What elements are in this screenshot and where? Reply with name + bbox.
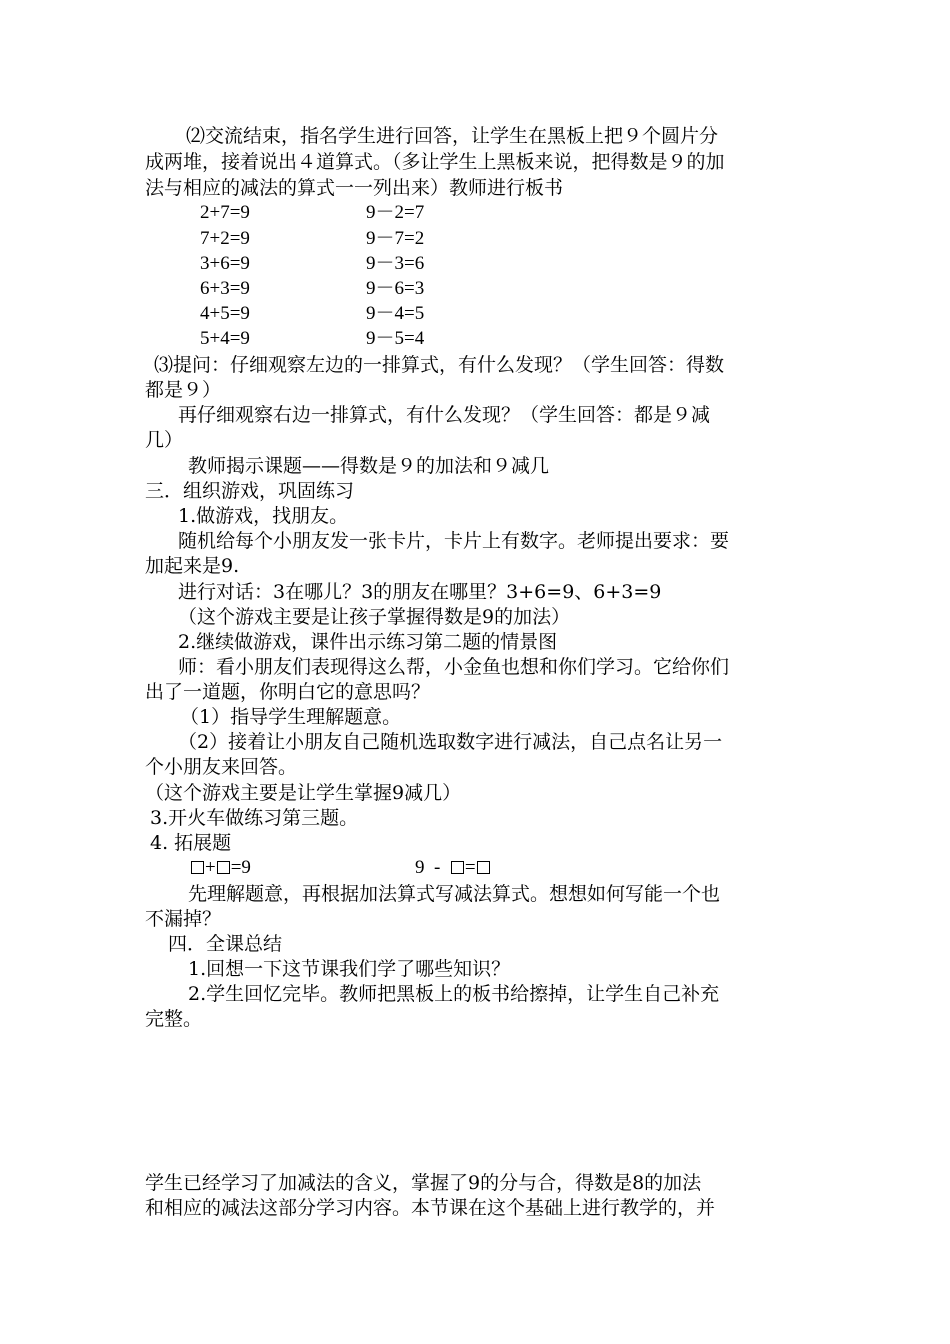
paragraph-line: 先理解题意，再根据加法算式写减法算式。想想如何写能一个也 xyxy=(188,883,721,905)
paragraph-line: 和相应的减法这部分学习内容。本节课在这个基础上进行教学的，并 xyxy=(145,1197,716,1219)
section-heading: 三．组织游戏，巩固练习 xyxy=(145,480,355,502)
paragraph-line: 2.学生回忆完毕。教师把黑板上的板书给擦掉，让学生自己补充 xyxy=(188,983,720,1005)
addition-equation: 3+6=9 xyxy=(200,253,250,274)
paragraph-line: 2.继续做游戏，课件出示练习第二题的情景图 xyxy=(178,631,558,653)
paragraph-line: 再仔细观察右边一排算式，有什么发现？（学生回答：都是９减 xyxy=(178,404,711,426)
paragraph-line: 法与相应的减法的算式一一列出来）教师进行板书 xyxy=(145,177,564,199)
paragraph-line: 进行对话：3在哪儿？3的朋友在哪里？3+6=9、6+3=9 xyxy=(178,581,662,603)
paragraph-line: 随机给每个小朋友发一张卡片，卡片上有数字。老师提出要求：要 xyxy=(178,530,730,552)
subtraction-equation: 9－2=7 xyxy=(366,202,425,223)
subtraction-equation: 9－5=4 xyxy=(366,328,425,349)
blank-box xyxy=(477,861,490,874)
section-heading: 四．全课总结 xyxy=(168,933,283,955)
blank-box xyxy=(217,861,230,874)
paragraph-line: 完整。 xyxy=(145,1008,203,1030)
addition-equation: 2+7=9 xyxy=(200,202,250,223)
subtraction-equation: 9－4=5 xyxy=(366,303,425,324)
equation-result: =9 xyxy=(230,857,251,878)
addition-equation: 7+2=9 xyxy=(200,228,250,249)
paragraph-line: （1）指导学生理解题意。 xyxy=(180,706,402,728)
paragraph-line: 学生已经学习了加减法的含义，掌握了9的分与合，得数是8的加法 xyxy=(145,1172,702,1194)
paragraph-line: （这个游戏主要是让学生掌握9减几） xyxy=(145,782,462,804)
addition-equation: 6+3=9 xyxy=(200,278,250,299)
paragraph-line: 出了一道题，你明白它的意思吗？ xyxy=(145,681,431,703)
paragraph-line: 都是９） xyxy=(145,379,222,401)
extension-subtraction-equation xyxy=(415,856,491,880)
paragraph-line: 个小朋友来回答。 xyxy=(145,756,298,778)
paragraph-line: 1.做游戏，找朋友。 xyxy=(178,505,349,527)
lesson-title-line: 教师揭示课题——得数是９的加法和９减几 xyxy=(188,455,550,477)
paragraph-line: （2）接着让小朋友自己随机选取数字进行减法，自己点名让另一 xyxy=(178,731,723,753)
paragraph-line: 不漏掉？ xyxy=(145,908,222,930)
paragraph-line: ⑵交流结束，指名学生进行回答，让学生在黑板上把９个圆片分 xyxy=(186,125,719,147)
paragraph-line: 几） xyxy=(145,429,184,451)
paragraph-line: 成两堆，接着说出４道算式。（多让学生上黑板来说，把得数是９的加 xyxy=(145,151,725,173)
subtraction-equation: 9－3=6 xyxy=(366,253,425,274)
equals-sign: = xyxy=(464,857,476,878)
addition-equation: 5+4=9 xyxy=(200,328,250,349)
blank-box xyxy=(451,861,464,874)
paragraph-line: （这个游戏主要是让孩子掌握得数是9的加法） xyxy=(178,606,571,628)
equation-minuend: 9 - xyxy=(415,857,450,878)
paragraph-line: 4. 拓展题 xyxy=(150,832,232,854)
paragraph-line: 3.开火车做练习第三题。 xyxy=(150,807,359,829)
blank-box xyxy=(191,861,204,874)
subtraction-equation: 9－6=3 xyxy=(366,278,425,299)
addition-equation: 4+5=9 xyxy=(200,303,250,324)
paragraph-line: 师：看小朋友们表现得这么帮，小金鱼也想和你们学习。它给你们 xyxy=(178,656,730,678)
paragraph-line: 加起来是9. xyxy=(145,555,240,577)
paragraph-line: ⑶提问：仔细观察左边的一排算式，有什么发现？（学生回答：得数 xyxy=(154,354,725,376)
subtraction-equation: 9－7=2 xyxy=(366,228,425,249)
extension-addition-equation: + =9 xyxy=(190,856,251,880)
paragraph-line: 1.回想一下这节课我们学了哪些知识？ xyxy=(188,958,511,980)
